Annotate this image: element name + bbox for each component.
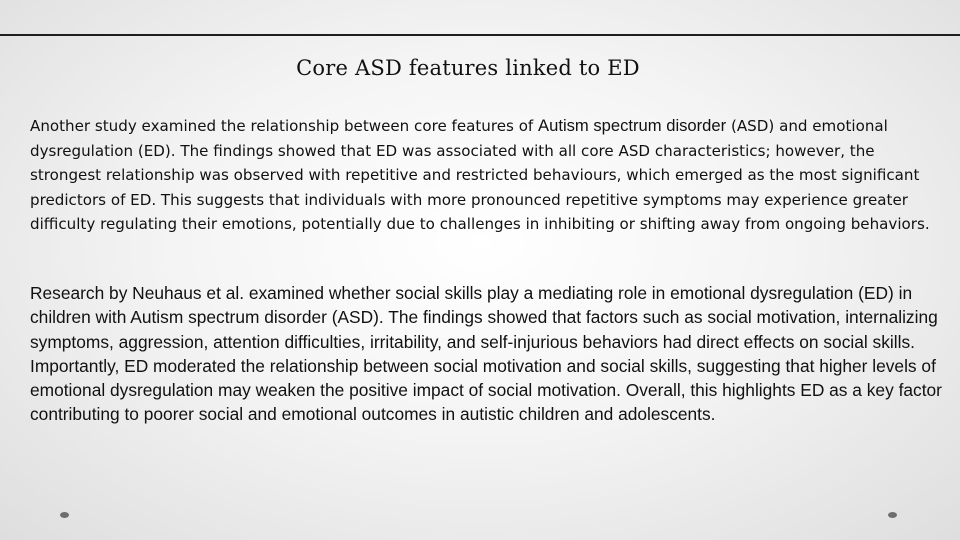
decorative-dot-left: [60, 512, 69, 518]
highlighted-term-asd: Autism spectrum disorder: [538, 116, 727, 135]
paragraph-text-intro: Another study examined the relationship between core features of: [30, 117, 539, 135]
paragraph-text-rest: (ASD) and emotional dysregulation (ED). The findings showed that ED was associated with all core ASD characteristics; however, the strongest relationship was observed with repetitive and restricted behaviours, which emerged as the most significant predictors of ED. This suggests that individuals with more pronounced repetitive symptoms may experience greater difficulty regulating their emotions, potentially due to challenges in inhibiting or shifting away from ongoing behaviors.: [30, 117, 930, 234]
body-paragraph-core-asd-features: [30, 114, 945, 237]
body-paragraph-neuhaus-research: Research by Neuhaus et al. examined whether social skills play a mediating role in emotional dysregulation (ED) in children with Autism spectrum disorder (ASD). The findings showed that factors such as social motivation, internalizing symptoms, aggression, attention difficulties, irritability, and self-injurious behaviors had direct effects on social skills. Importantly, ED moderated the relationship between social motivation and social skills, suggesting that higher levels of emotional dysregulation may weaken the positive impact of social motivation. Overall, this highlights ED as a key factor contributing to poorer social and emotional outcomes in autistic children and adolescents.: [30, 283, 942, 425]
slide-title: Core ASD features linked to ED: [296, 56, 640, 80]
decorative-dot-right: [888, 512, 897, 518]
header-divider-line: [0, 34, 960, 36]
